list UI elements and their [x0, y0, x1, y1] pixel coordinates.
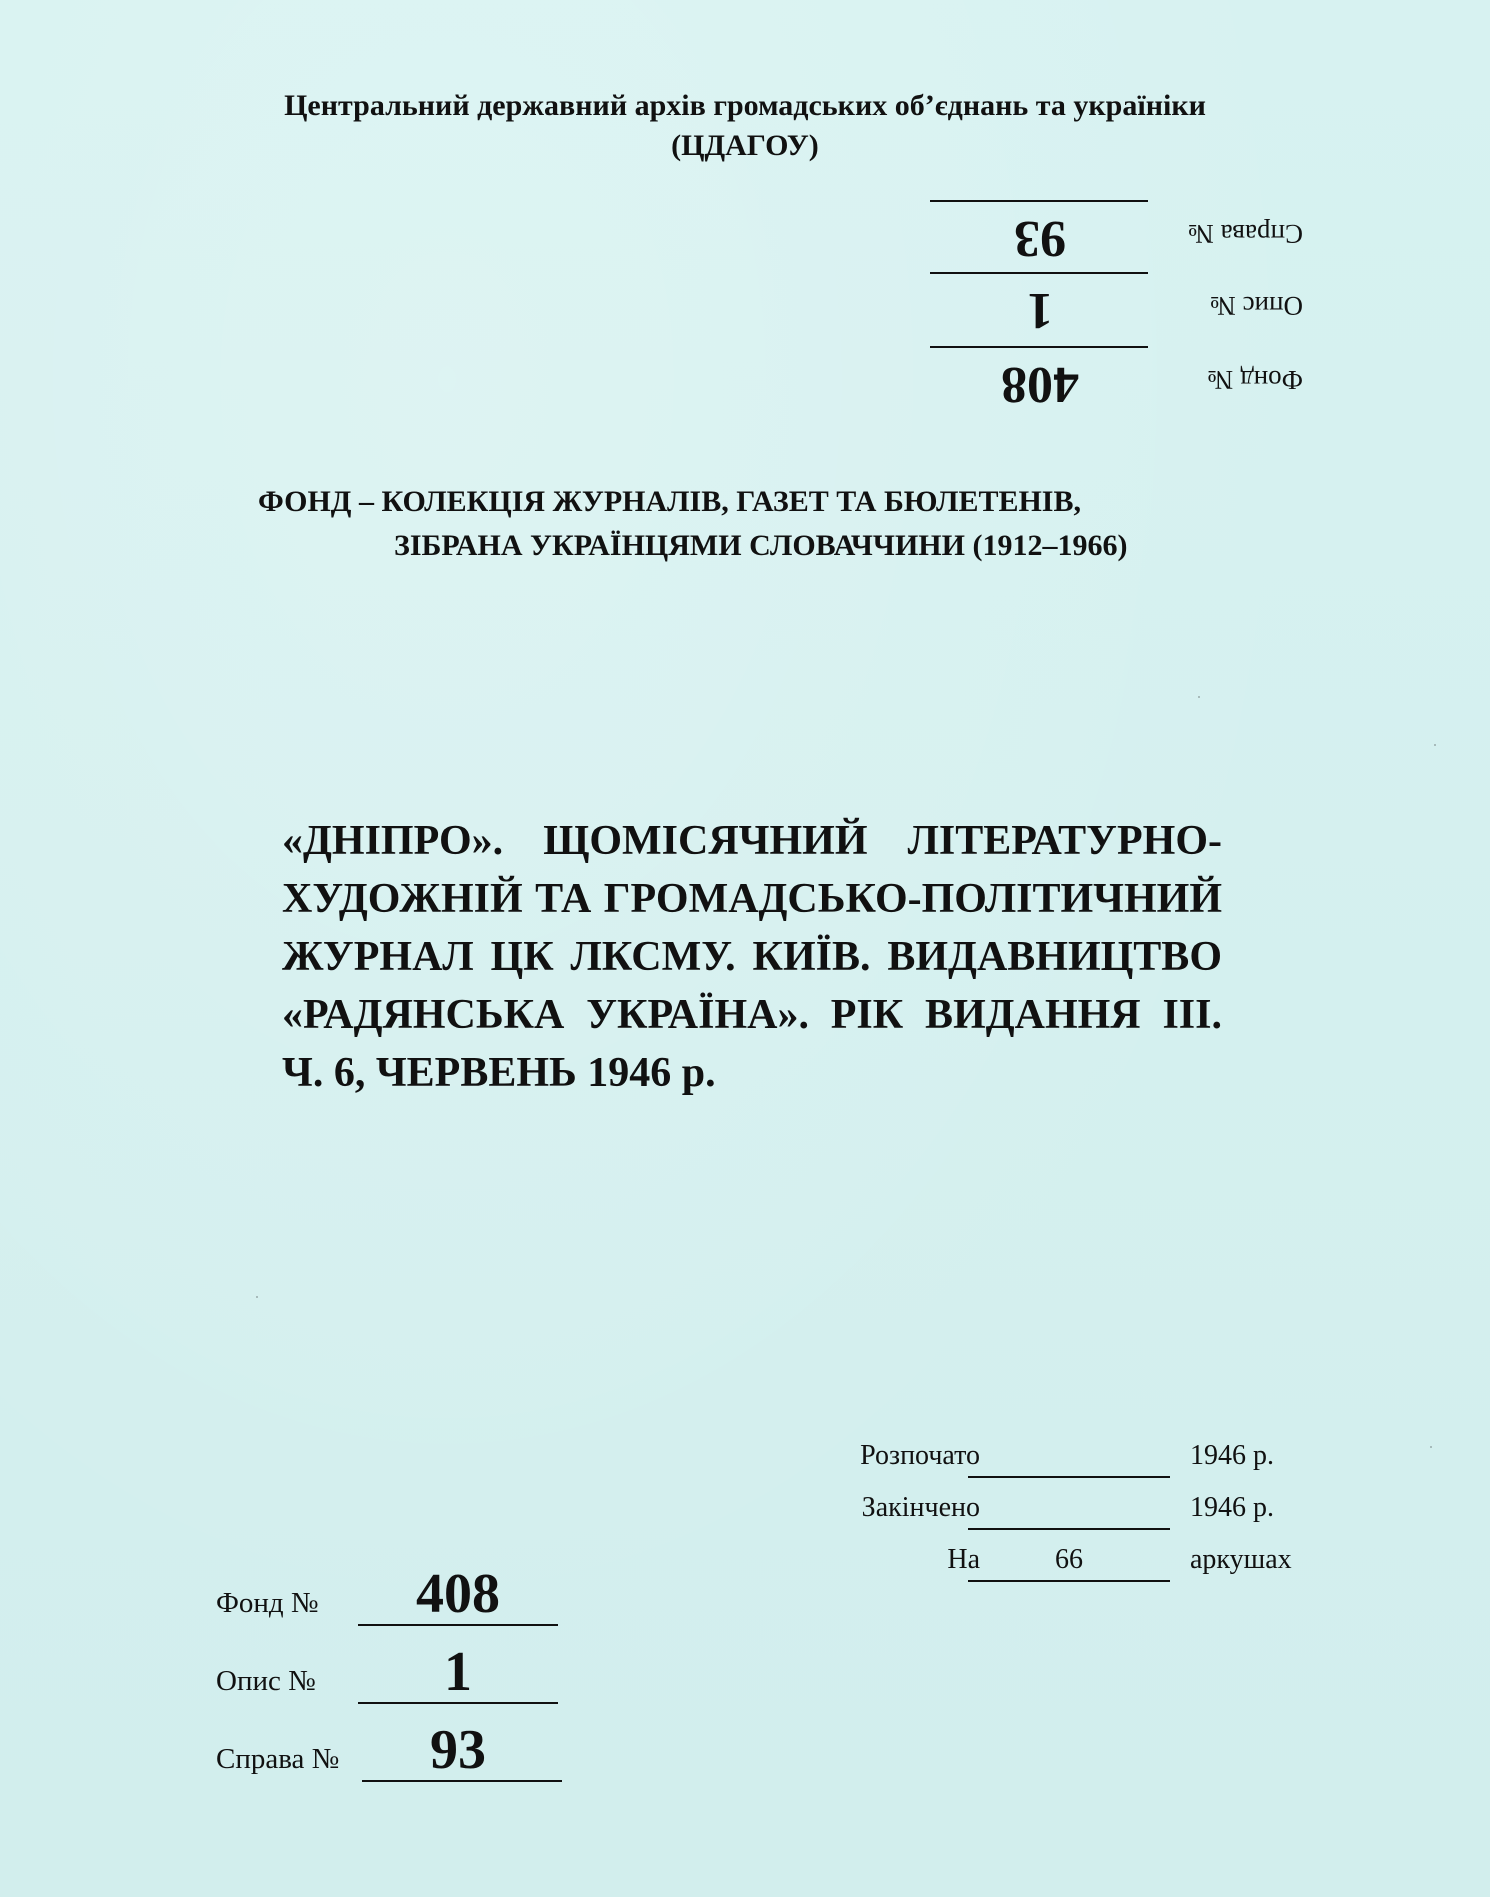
stamp-sprava-line: [930, 200, 1148, 202]
opys-label: Опис №: [216, 1665, 316, 1697]
upside-down-stamp: [920, 192, 1320, 422]
finished-year: 1946 р.: [1190, 1492, 1274, 1523]
case-title-line-2: ХУДОЖНІЙ ТА ГРОМАДСЬКО-ПОЛІТИЧНИЙ: [282, 876, 1222, 922]
fond-line: [358, 1624, 558, 1626]
sheets-line: [968, 1580, 1170, 1582]
sprava-value: 93: [430, 1719, 486, 1781]
sprava-label: Справа №: [216, 1743, 340, 1775]
stamp-opys-value: 1: [1027, 282, 1053, 339]
started-line: [968, 1476, 1170, 1478]
started-row: [790, 1432, 1320, 1484]
stamp-sprava-row: [920, 200, 1320, 276]
stamp-opys-label: Опис №: [1210, 291, 1303, 321]
fond-label: Фонд №: [216, 1587, 319, 1619]
dates-block: [790, 1432, 1320, 1588]
stamp-fond-row: [920, 346, 1320, 422]
fond-title: [258, 480, 1127, 568]
case-title: [282, 812, 1222, 1102]
fond-title-line-1: ФОНД – КОЛЕКЦІЯ ЖУРНАЛІВ, ГАЗЕТ ТА БЮЛЕТЕНІВ,: [258, 485, 1081, 518]
sprava-line: [362, 1780, 562, 1782]
sprava-row: [216, 1708, 576, 1786]
finished-label: Закінчено: [861, 1492, 980, 1523]
stamp-sprava-value: 93: [1014, 210, 1066, 267]
stamp-opys-row: [920, 272, 1320, 348]
sheets-suffix: аркушах: [1190, 1544, 1292, 1575]
opys-row: [216, 1630, 576, 1708]
sheets-row: [790, 1536, 1320, 1588]
paper-speck: [256, 1296, 258, 1298]
archive-codes-block: [216, 1552, 576, 1786]
fond-value: 408: [416, 1563, 500, 1625]
case-title-line-1: «ДНІПРО». ЩОМІСЯЧНИЙ ЛІТЕРАТУРНО-: [282, 818, 1222, 864]
stamp-fond-value: 408: [1001, 356, 1079, 413]
paper-speck: [1434, 744, 1436, 746]
archive-name-header: [0, 86, 1490, 166]
finished-line: [968, 1528, 1170, 1530]
paper-speck: [1430, 1446, 1432, 1448]
fond-row: [216, 1552, 576, 1630]
archive-abbreviation: (ЦДАГОУ): [671, 129, 819, 162]
archive-name: Центральний державний архів громадських об’єднань та україніки: [284, 89, 1206, 122]
started-label: Розпочато: [860, 1440, 980, 1471]
sheets-label: На: [947, 1544, 980, 1575]
case-title-line-5: Ч. 6, ЧЕРВЕНЬ 1946 р.: [282, 1050, 716, 1096]
stamp-fond-label: Фонд №: [1207, 365, 1303, 395]
opys-line: [358, 1702, 558, 1704]
finished-row: [790, 1484, 1320, 1536]
stamp-sprava-label: Справа №: [1188, 219, 1303, 249]
started-year: 1946 р.: [1190, 1440, 1274, 1471]
case-title-line-3: ЖУРНАЛ ЦК ЛКСМУ. КИЇВ. ВИДАВНИЦТВО: [282, 934, 1222, 980]
fond-title-line-2: ЗІБРАНА УКРАЇНЦЯМИ СЛОВАЧЧИНИ (1912–1966): [394, 529, 1128, 562]
paper-speck: [1198, 696, 1200, 698]
case-title-line-4: «РАДЯНСЬКА УКРАЇНА». РІК ВИДАННЯ III.: [282, 992, 1222, 1038]
opys-value: 1: [444, 1641, 472, 1703]
sheets-count: 66: [1055, 1544, 1083, 1575]
